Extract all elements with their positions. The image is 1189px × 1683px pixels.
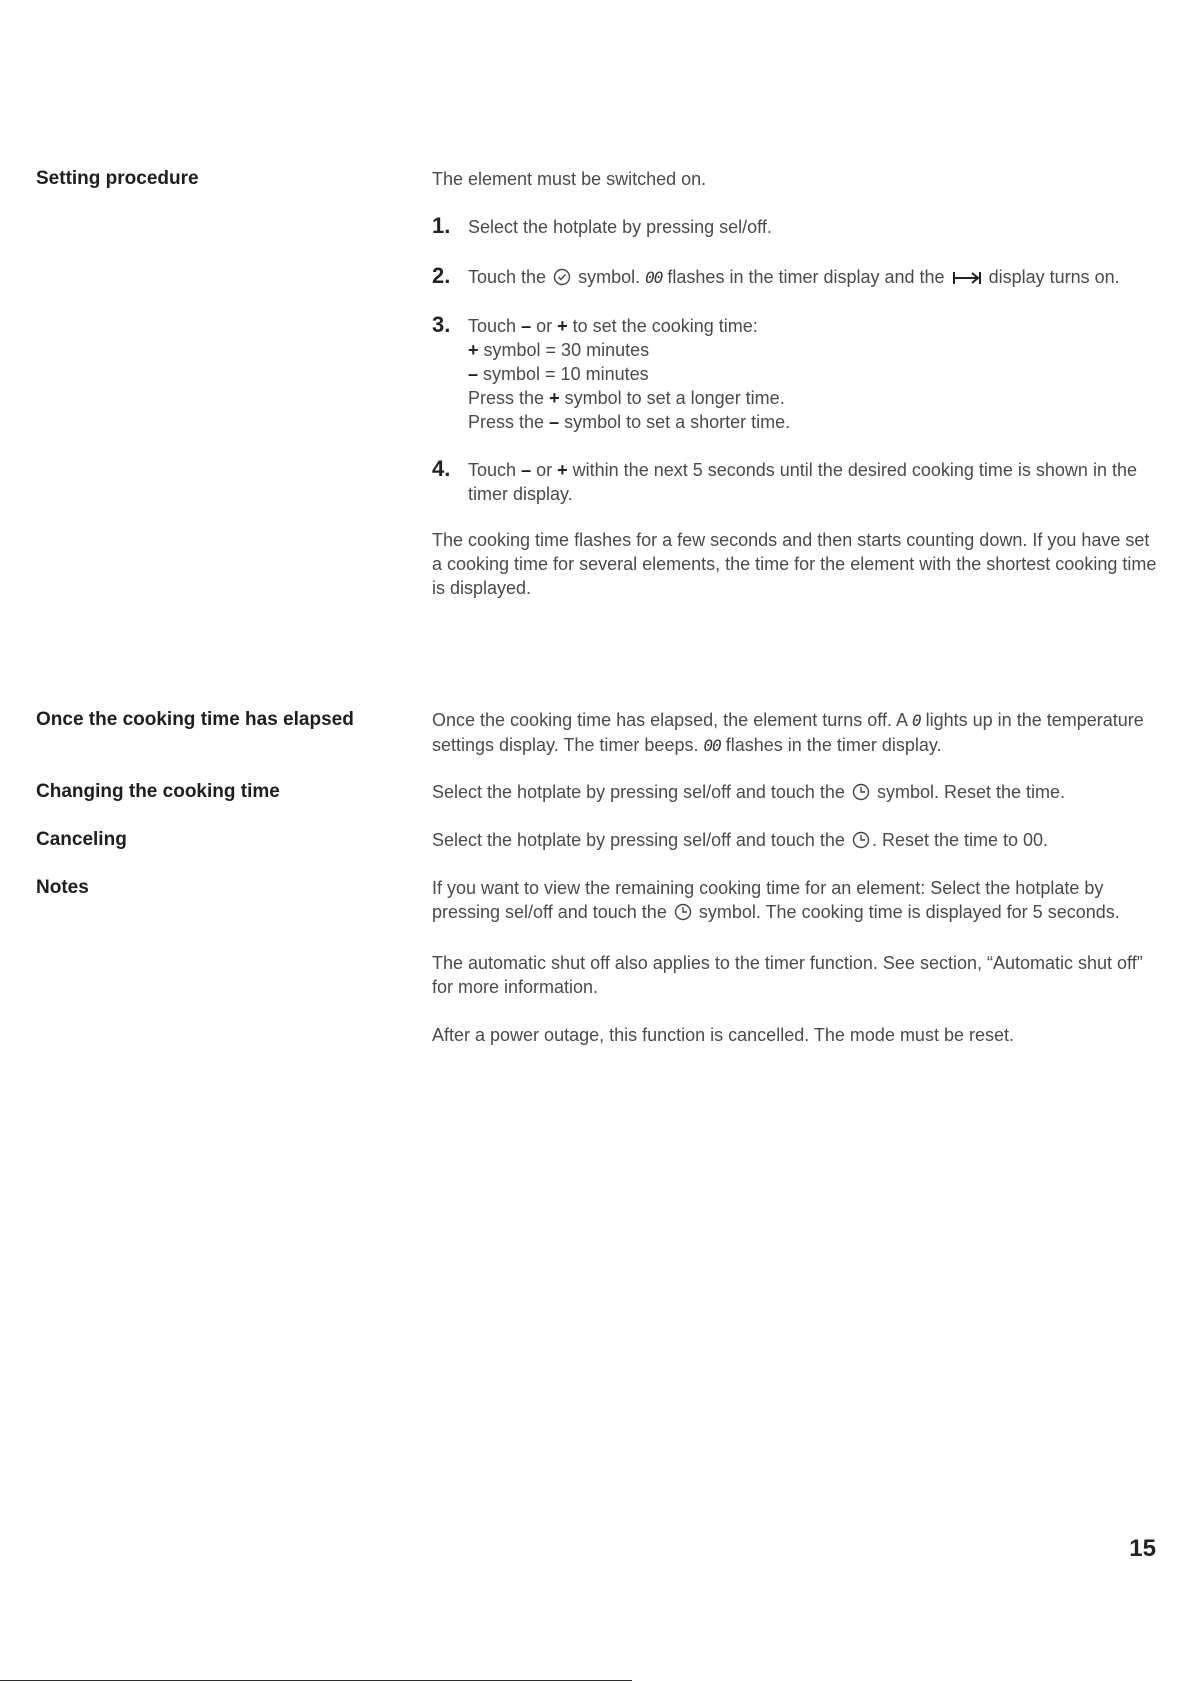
- step-number: 2.: [432, 263, 451, 288]
- sub-line: [468, 362, 1157, 386]
- sub-text: symbol = 10 minutes: [483, 364, 649, 384]
- section-body: [432, 708, 1157, 758]
- section-body: [432, 828, 1157, 855]
- step-4: [432, 458, 1157, 506]
- sub-line: [468, 410, 1157, 434]
- footer-rule: [0, 1680, 632, 1681]
- step-text: Select the hotplate by pressing sel/off.: [468, 217, 772, 237]
- text-run: Select the hotplate by pressing sel/off and touch the: [432, 782, 845, 802]
- clock-icon: [674, 903, 692, 927]
- step-number: 1.: [432, 213, 451, 238]
- section-heading: Setting procedure: [36, 168, 199, 189]
- section-text: [432, 828, 1157, 855]
- minus-symbol: –: [521, 316, 532, 336]
- step-text: or: [536, 460, 553, 480]
- section-heading: Notes: [36, 877, 89, 898]
- sub-text: Press the: [468, 412, 545, 432]
- plus-symbol: +: [557, 316, 568, 336]
- minus-symbol: –: [549, 412, 560, 432]
- plus-symbol: +: [549, 388, 560, 408]
- text-run: lights up in the temperature settings display. The timer beeps.: [432, 710, 1144, 755]
- text-run: . Reset the time to 00.: [871, 830, 1049, 850]
- sub-line: [468, 386, 1157, 410]
- sub-line: [468, 338, 1157, 362]
- text-run: symbol. Reset the time.: [876, 782, 1066, 802]
- section-body: [432, 167, 1157, 600]
- sub-text: symbol = 30 minutes: [483, 340, 650, 360]
- text-run: Select the hotplate by pressing sel/off and touch the: [432, 830, 845, 850]
- step-text: within the next 5 seconds until the desired cooking time is shown in the timer display.: [468, 460, 1137, 504]
- clock-icon: [852, 831, 870, 855]
- sub-text: Press the: [468, 388, 545, 408]
- segment-display-text: 0: [911, 711, 921, 730]
- duration-arrow-icon: [952, 268, 982, 292]
- note-paragraph: The automatic shut off also applies to the timer function. See section, “Automatic shut off” for more information.: [432, 953, 1143, 997]
- step-text: flashes in the timer display and the: [667, 267, 945, 287]
- outro-text: The cooking time flashes for a few seconds and then starts counting down. If you have set a cooking time for several elements, the time for the element with the shortest cooking time is displayed.: [432, 530, 1157, 598]
- step-text: to set the cooking time:: [572, 316, 758, 336]
- step-1: [432, 215, 1157, 239]
- plus-symbol: +: [468, 340, 479, 360]
- section-body: [432, 876, 1157, 1047]
- minus-symbol: –: [468, 364, 479, 384]
- step-text: or: [536, 316, 553, 336]
- section-heading: Once the cooking time has elapsed: [36, 709, 354, 730]
- minus-symbol: –: [521, 460, 532, 480]
- step-text: Touch the: [468, 267, 547, 287]
- step-text: symbol.: [578, 267, 641, 287]
- step-number: 3.: [432, 312, 451, 337]
- segment-display-text: 00: [645, 268, 663, 287]
- plus-symbol: +: [557, 460, 568, 480]
- sub-text: symbol to set a longer time.: [564, 388, 785, 408]
- note-paragraph: After a power outage, this function is cancelled. The mode must be reset.: [432, 1025, 1014, 1045]
- step-2: [432, 265, 1157, 292]
- section-text: [432, 708, 1157, 758]
- text-run: symbol. The cooking time is displayed for 5 seconds.: [698, 902, 1120, 922]
- note-paragraph: [432, 876, 1157, 927]
- page-number: 15: [1129, 1535, 1156, 1562]
- sub-text: symbol to set a shorter time.: [564, 412, 791, 432]
- step-text: Touch: [468, 460, 517, 480]
- section-text: [432, 780, 1157, 807]
- section-heading: Canceling: [36, 829, 127, 850]
- text-run: Once the cooking time has elapsed, the element turns off. A: [432, 710, 907, 730]
- segment-display-text: 00: [703, 736, 721, 755]
- step-text: display turns on.: [988, 267, 1120, 287]
- section-heading: Changing the cooking time: [36, 781, 280, 802]
- intro-text: The element must be switched on.: [432, 169, 707, 189]
- step-3: [432, 314, 1157, 434]
- timer-icon: [553, 268, 571, 292]
- step-text: Touch: [468, 316, 517, 336]
- text-run: flashes in the timer display.: [725, 735, 942, 755]
- text-run: If you want to view the remaining cooking time for an element: Select the hotplate by pressing sel/off and touch the: [432, 878, 1104, 922]
- step-number: 4.: [432, 456, 451, 481]
- clock-icon: [852, 783, 870, 807]
- section-body: [432, 780, 1157, 807]
